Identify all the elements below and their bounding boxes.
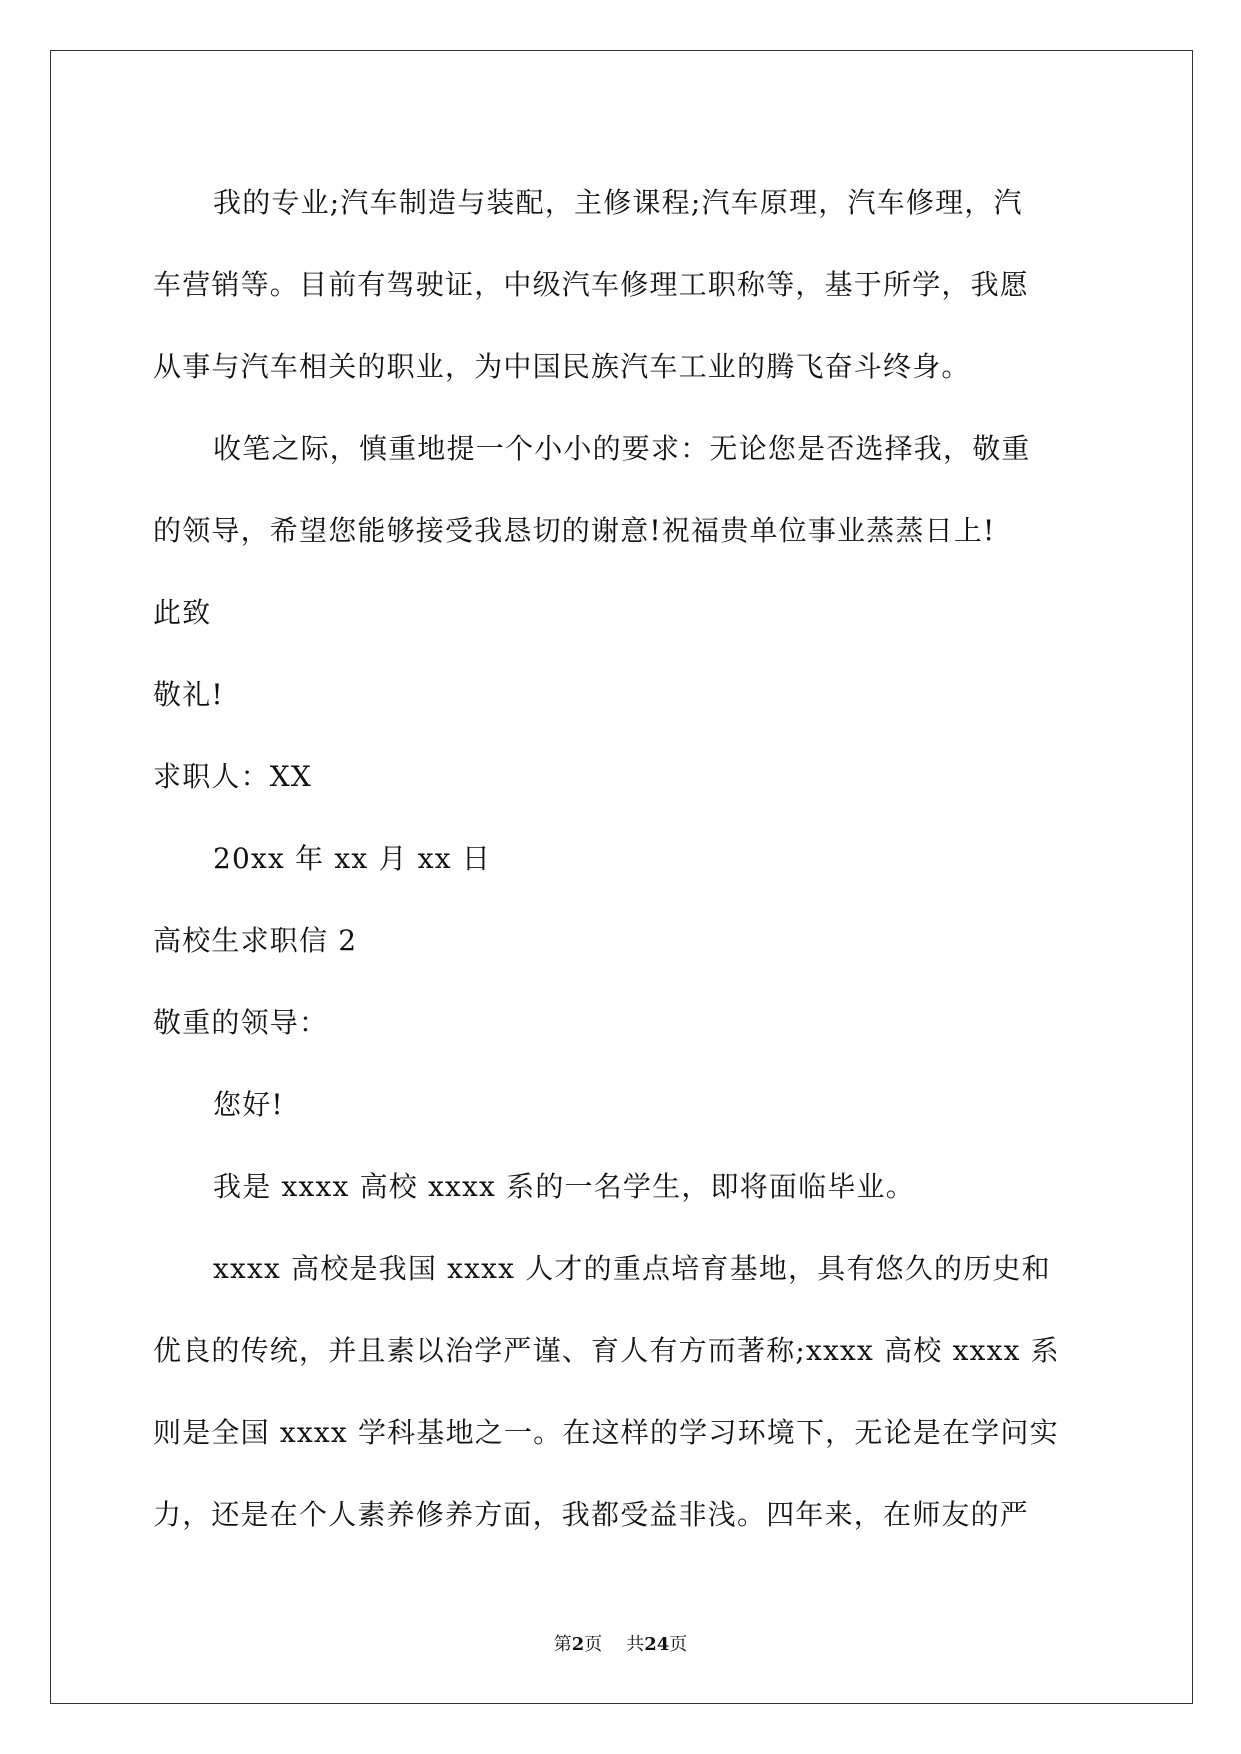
paragraph-line: 从事与汽车相关的职业，为中国民族汽车工业的腾飞奋斗终身。 [153, 350, 971, 383]
signature-line: 求职人：XX [153, 760, 313, 793]
total-suffix: 页 [669, 1634, 688, 1655]
paragraph-line: 我是 xxxx 高校 xxxx 系的一名学生，即将面临毕业。 [213, 1170, 915, 1203]
page-footer [0, 1630, 1241, 1656]
paragraph-line: 收笔之际，慎重地提一个小小的要求：无论您是否选择我，敬重 [213, 432, 1031, 465]
paragraph-line: 优良的传统，并且素以治学严谨、育人有方而著称;xxxx 高校 xxxx 系 [153, 1334, 1060, 1367]
paragraph-line: 的领导，希望您能够接受我恳切的谢意!祝福贵单位事业蒸蒸日上! [153, 514, 996, 547]
paragraph-line: xxxx 高校是我国 xxxx 人才的重点培育基地，具有悠久的历史和 [213, 1252, 1051, 1285]
page-suffix: 页 [584, 1634, 603, 1655]
section-heading: 高校生求职信 2 [153, 924, 358, 957]
total-prefix: 共 [626, 1634, 645, 1655]
total-pages: 24 [644, 1634, 670, 1655]
greeting-line: 您好! [213, 1088, 284, 1121]
paragraph-line: 则是全国 xxxx 学科基地之一。在这样的学习环境下，无论是在学问实 [153, 1416, 1059, 1449]
closing-regards: 敬礼! [153, 678, 224, 711]
letter-salutation: 敬重的领导： [153, 1006, 329, 1039]
paragraph-line: 我的专业;汽车制造与装配，主修课程;汽车原理，汽车修理，汽 [213, 186, 1023, 219]
date-line: 20xx 年 xx 月 xx 日 [213, 842, 492, 875]
document-body [153, 162, 1093, 1556]
closing-salutation: 此致 [153, 596, 212, 629]
page-number: 2 [571, 1634, 585, 1655]
paragraph-line: 力，还是在个人素养修养方面，我都受益非浅。四年来，在师友的严 [153, 1498, 1030, 1531]
page-prefix: 第 [553, 1634, 572, 1655]
paragraph-line: 车营销等。目前有驾驶证，中级汽车修理工职称等，基于所学，我愿 [153, 268, 1030, 301]
